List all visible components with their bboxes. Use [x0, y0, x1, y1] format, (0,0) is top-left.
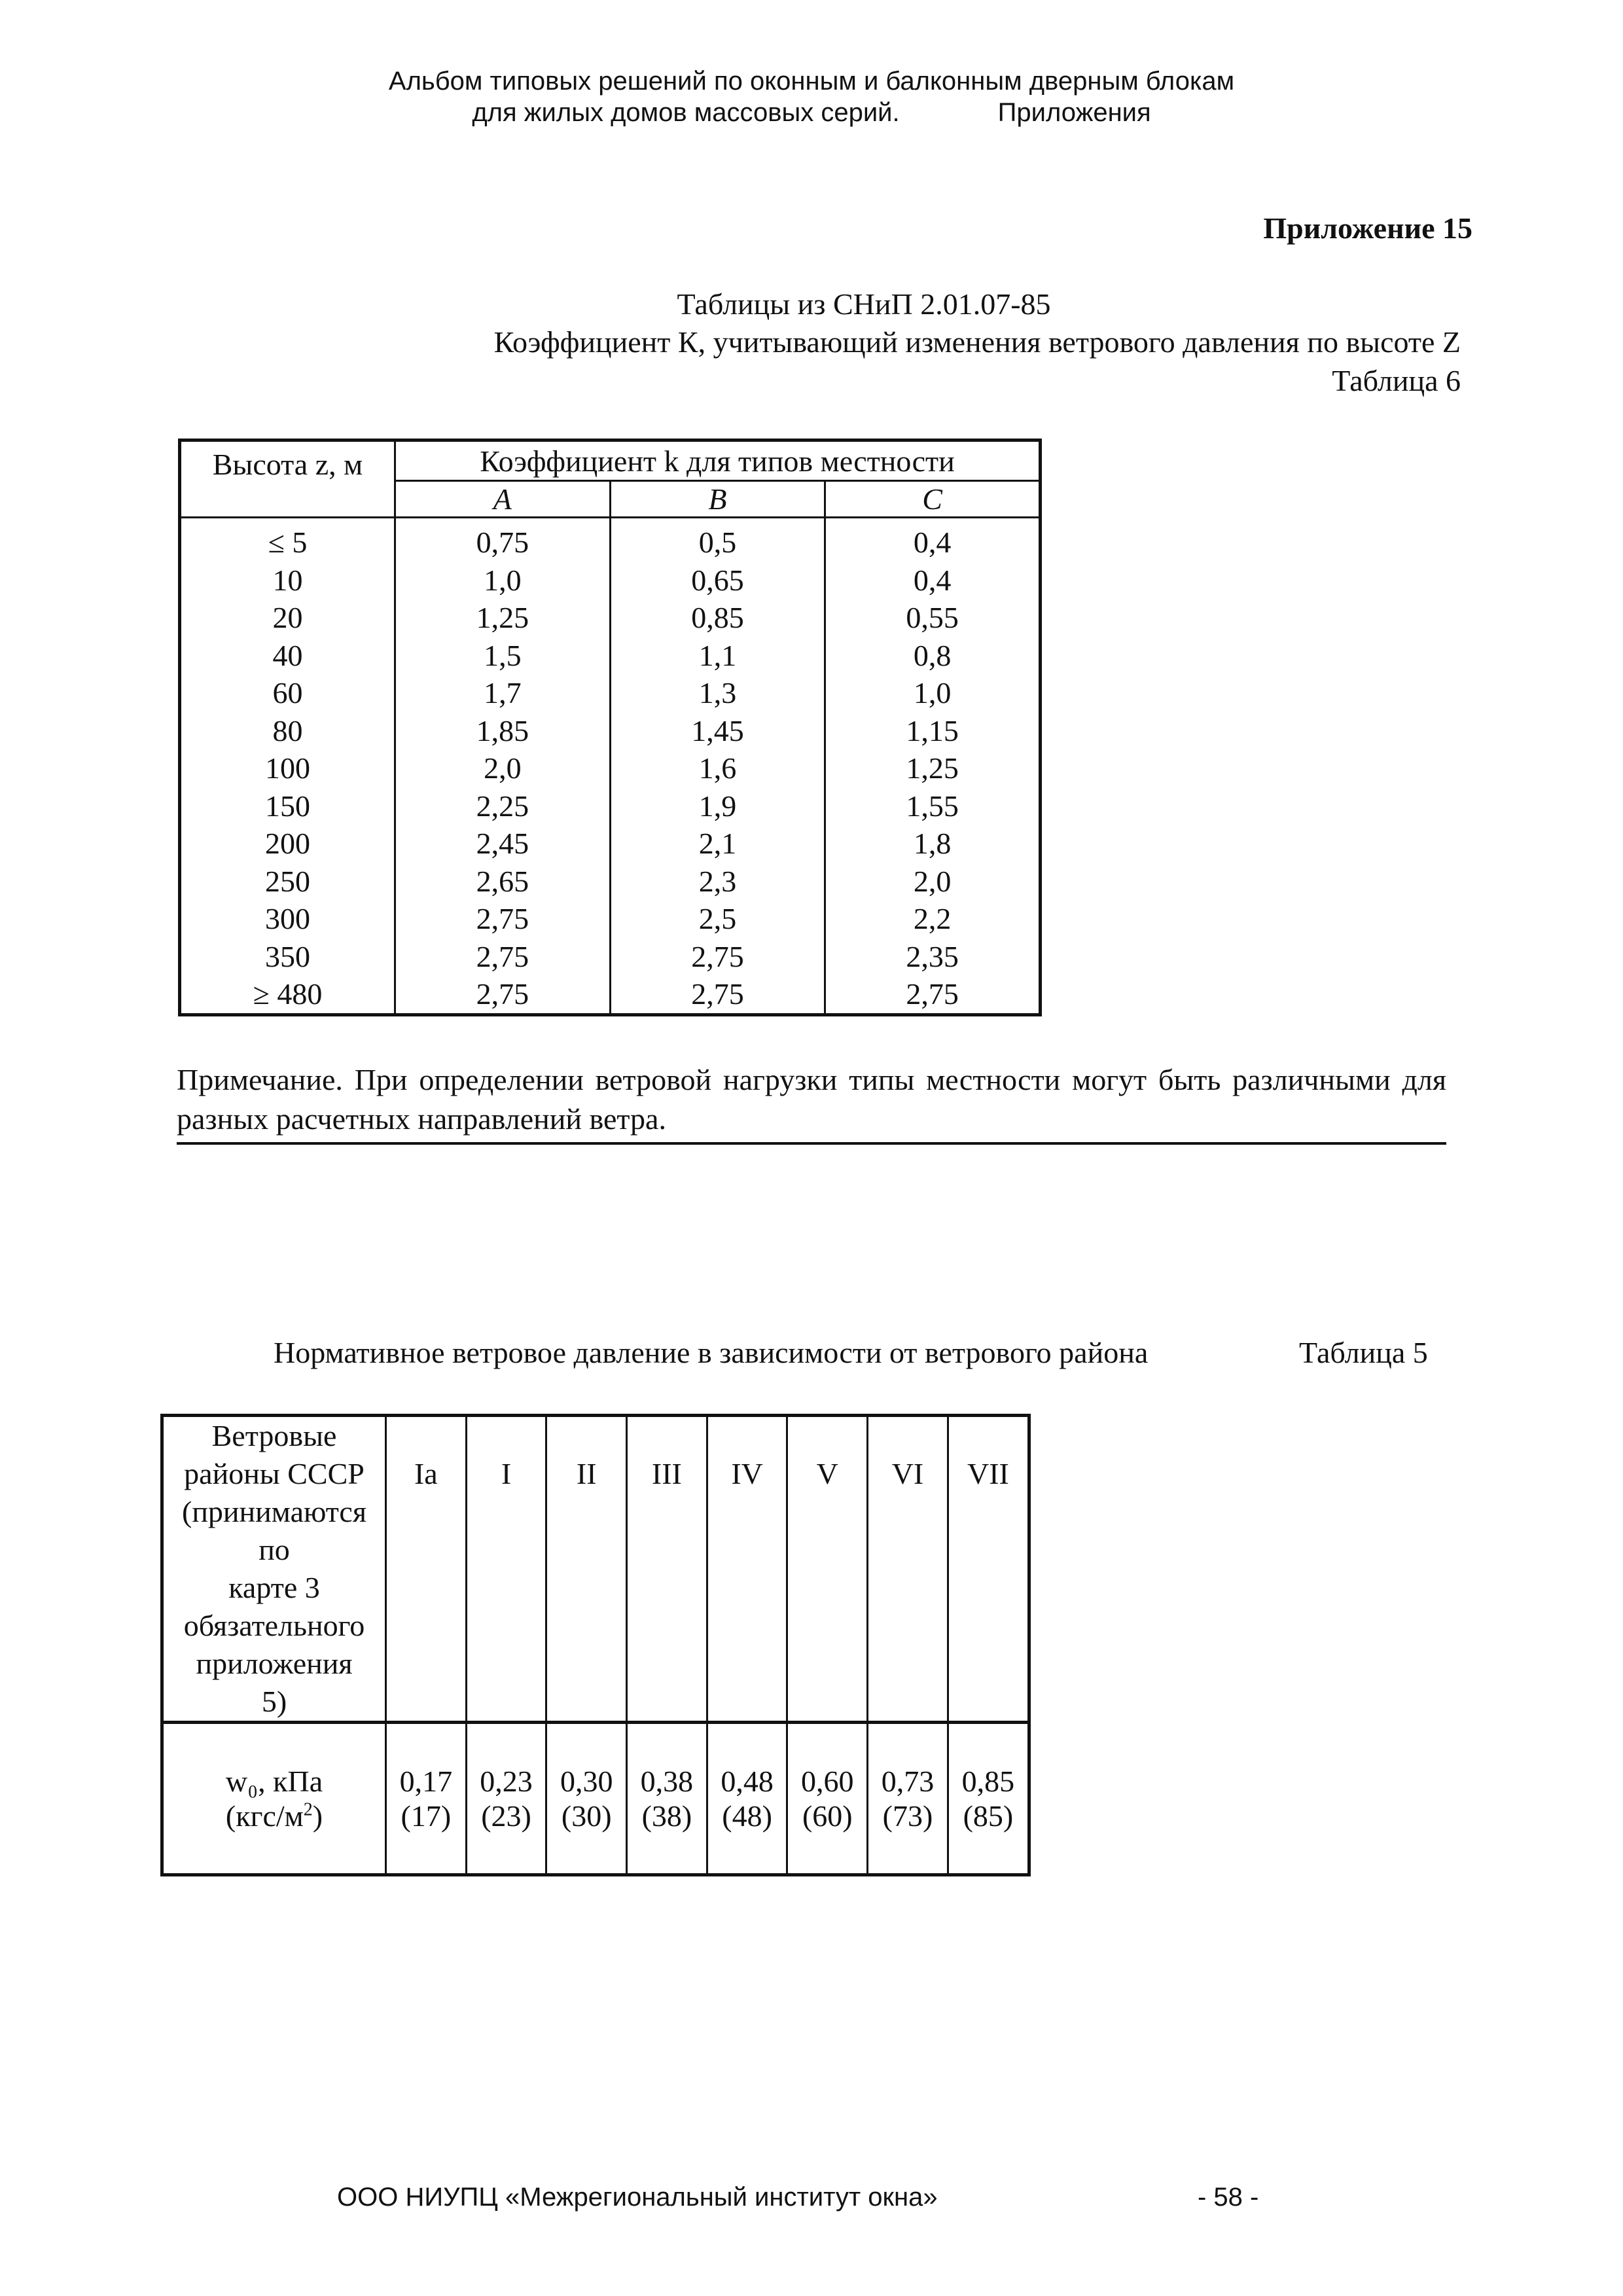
- col-header-type-b: B: [610, 481, 825, 518]
- table-row: [180, 637, 1041, 675]
- cell-coef-b: 2,3: [610, 863, 825, 901]
- pressure-kgf: (73): [882, 1799, 933, 1833]
- cell-coef-c: 0,4: [825, 518, 1041, 562]
- cell-height: ≥ 480: [180, 975, 395, 1014]
- table-row: [180, 975, 1041, 1014]
- region-header: II: [546, 1416, 627, 1723]
- pressure-cell: [868, 1723, 948, 1875]
- pressure-kpa: 0,73: [881, 1765, 935, 1798]
- table6-subtitle: Коэффициент К, учитывающий изменения ветрового давления по высоте Z: [493, 325, 1461, 359]
- row-header-line: (принимаются: [182, 1495, 366, 1528]
- cell-coef-a: 1,7: [395, 674, 610, 712]
- pressure-kgf: (23): [481, 1799, 531, 1833]
- cell-coef-a: 2,75: [395, 975, 610, 1014]
- table-row: [180, 518, 1041, 562]
- cell-height: 150: [180, 787, 395, 825]
- row-header-line: приложения: [196, 1647, 353, 1680]
- pressure-cell: [787, 1723, 868, 1875]
- cell-coef-a: 2,45: [395, 825, 610, 863]
- pressure-cell: [948, 1723, 1029, 1875]
- cell-coef-a: 1,85: [395, 712, 610, 750]
- region-header: I: [466, 1416, 546, 1723]
- pressure-kpa: 0,17: [399, 1765, 453, 1798]
- pressure-cell: [386, 1723, 467, 1875]
- cell-height: 40: [180, 637, 395, 675]
- pressure-cell: [466, 1723, 546, 1875]
- pressure-kgf: (17): [401, 1799, 452, 1833]
- table6-note: Примечание. При определении ветровой нагрузки типы местности могут быть различными для разных расчетных направлений ветра.: [177, 1063, 1446, 1136]
- cell-coef-c: 2,0: [825, 863, 1041, 901]
- cell-coef-b: 1,45: [610, 712, 825, 750]
- cell-coef-b: 2,1: [610, 825, 825, 863]
- region-header: III: [627, 1416, 707, 1723]
- cell-coef-c: 2,2: [825, 900, 1041, 938]
- col-header-coefficient: Коэффициент k для типов местности: [395, 440, 1040, 481]
- cell-coef-a: 0,75: [395, 518, 610, 562]
- cell-coef-b: 1,3: [610, 674, 825, 712]
- table-row: [180, 749, 1041, 787]
- pressure-cell: [707, 1723, 787, 1875]
- cell-coef-a: 1,5: [395, 637, 610, 675]
- region-header: Ia: [386, 1416, 467, 1723]
- cell-height: ≤ 5: [180, 518, 395, 562]
- pressure-cell: [627, 1723, 707, 1875]
- cell-coef-c: 2,75: [825, 975, 1041, 1014]
- table-row: [180, 825, 1041, 863]
- table5-title: Нормативное ветровое давление в зависимости от ветрового района: [274, 1336, 1149, 1369]
- pressure-unit-kpa: w₀, кПа: [225, 1765, 323, 1798]
- pressure-kgf: (48): [722, 1799, 772, 1833]
- row-header-pressure: [162, 1723, 386, 1875]
- cell-height: 20: [180, 599, 395, 637]
- cell-coef-a: 2,0: [395, 749, 610, 787]
- cell-coef-b: 1,9: [610, 787, 825, 825]
- pressure-kpa: 0,30: [560, 1765, 613, 1798]
- page-number: - 58 -: [1198, 2183, 1259, 2212]
- pressure-kpa: 0,38: [640, 1765, 694, 1798]
- cell-coef-a: 2,75: [395, 938, 610, 976]
- table-row: [180, 674, 1041, 712]
- col-header-type-a: A: [395, 481, 610, 518]
- cell-coef-c: 1,55: [825, 787, 1041, 825]
- cell-height: 250: [180, 863, 395, 901]
- row-header-line: обязательного: [183, 1609, 365, 1642]
- table-6: [178, 439, 1042, 1016]
- pressure-kpa: 0,23: [480, 1765, 533, 1798]
- cell-coef-a: 1,0: [395, 562, 610, 600]
- cell-coef-b: 0,85: [610, 599, 825, 637]
- table-row: [180, 900, 1041, 938]
- cell-coef-c: 1,8: [825, 825, 1041, 863]
- cell-coef-b: 0,65: [610, 562, 825, 600]
- cell-height: 300: [180, 900, 395, 938]
- cell-height: 100: [180, 749, 395, 787]
- table-5: [160, 1414, 1031, 1876]
- cell-coef-c: 0,4: [825, 562, 1041, 600]
- appendix-label: Приложение 15: [1263, 211, 1472, 245]
- pressure-kpa: 0,85: [961, 1765, 1015, 1798]
- cell-coef-a: 1,25: [395, 599, 610, 637]
- cell-coef-b: 2,75: [610, 938, 825, 976]
- cell-coef-c: 0,55: [825, 599, 1041, 637]
- cell-coef-b: 1,1: [610, 637, 825, 675]
- footer-organization: ООО НИУПЦ «Межрегиональный институт окна»: [337, 2183, 938, 2212]
- region-header: V: [787, 1416, 868, 1723]
- cell-coef-b: 1,6: [610, 749, 825, 787]
- region-header: VI: [868, 1416, 948, 1723]
- row-header-line: районы СССР: [184, 1457, 365, 1490]
- table-row: [180, 562, 1041, 600]
- running-header: [0, 65, 1623, 128]
- cell-coef-c: 1,15: [825, 712, 1041, 750]
- header-line-2: для жилых домов массовых серий.: [472, 98, 900, 127]
- pressure-kgf: (60): [802, 1799, 853, 1833]
- region-header: VII: [948, 1416, 1029, 1723]
- header-section: Приложения: [997, 98, 1151, 127]
- col-header-type-c: C: [825, 481, 1041, 518]
- header-line-1: Альбом типовых решений по оконным и балконным дверным блокам: [388, 67, 1235, 96]
- cell-coef-b: 0,5: [610, 518, 825, 562]
- cell-height: 60: [180, 674, 395, 712]
- row-header-line: Ветровые: [211, 1419, 337, 1452]
- cell-coef-b: 2,75: [610, 975, 825, 1014]
- col-header-height: Высота z, м: [180, 440, 395, 518]
- row-header-line: карте 3: [228, 1571, 320, 1604]
- table5-number: Таблица 5: [1299, 1336, 1428, 1369]
- cell-height: 200: [180, 825, 395, 863]
- cell-coef-a: 2,75: [395, 900, 610, 938]
- pressure-cell: [546, 1723, 627, 1875]
- table-row: [180, 712, 1041, 750]
- table-row: [180, 938, 1041, 976]
- pressure-kgf: (30): [561, 1799, 612, 1833]
- cell-coef-a: 2,25: [395, 787, 610, 825]
- table-row: [180, 599, 1041, 637]
- pressure-unit-kgf: $(кгс/м^2)$: [225, 1799, 323, 1833]
- cell-coef-c: 0,8: [825, 637, 1041, 675]
- cell-coef-b: 2,5: [610, 900, 825, 938]
- divider: [177, 1142, 1446, 1145]
- table-row: [180, 863, 1041, 901]
- pressure-kgf: (85): [963, 1799, 1014, 1833]
- cell-height: 80: [180, 712, 395, 750]
- pressure-kpa: 0,48: [721, 1765, 774, 1798]
- row-header-line: по: [259, 1533, 290, 1566]
- row-header-line: 5): [261, 1685, 287, 1718]
- cell-coef-c: 1,0: [825, 674, 1041, 712]
- table-row: [180, 787, 1041, 825]
- cell-height: 10: [180, 562, 395, 600]
- cell-coef-c: 2,35: [825, 938, 1041, 976]
- region-header: IV: [707, 1416, 787, 1723]
- pressure-kgf: (38): [641, 1799, 692, 1833]
- table6-title: Таблицы из СНиП 2.01.07-85: [677, 287, 1051, 321]
- cell-coef-c: 1,25: [825, 749, 1041, 787]
- table6-body: [180, 518, 1041, 1015]
- pressure-kpa: 0,60: [801, 1765, 854, 1798]
- cell-coef-a: 2,65: [395, 863, 610, 901]
- cell-height: 350: [180, 938, 395, 976]
- table6-number: Таблица 6: [1332, 364, 1461, 397]
- row-header-regions: [162, 1416, 386, 1723]
